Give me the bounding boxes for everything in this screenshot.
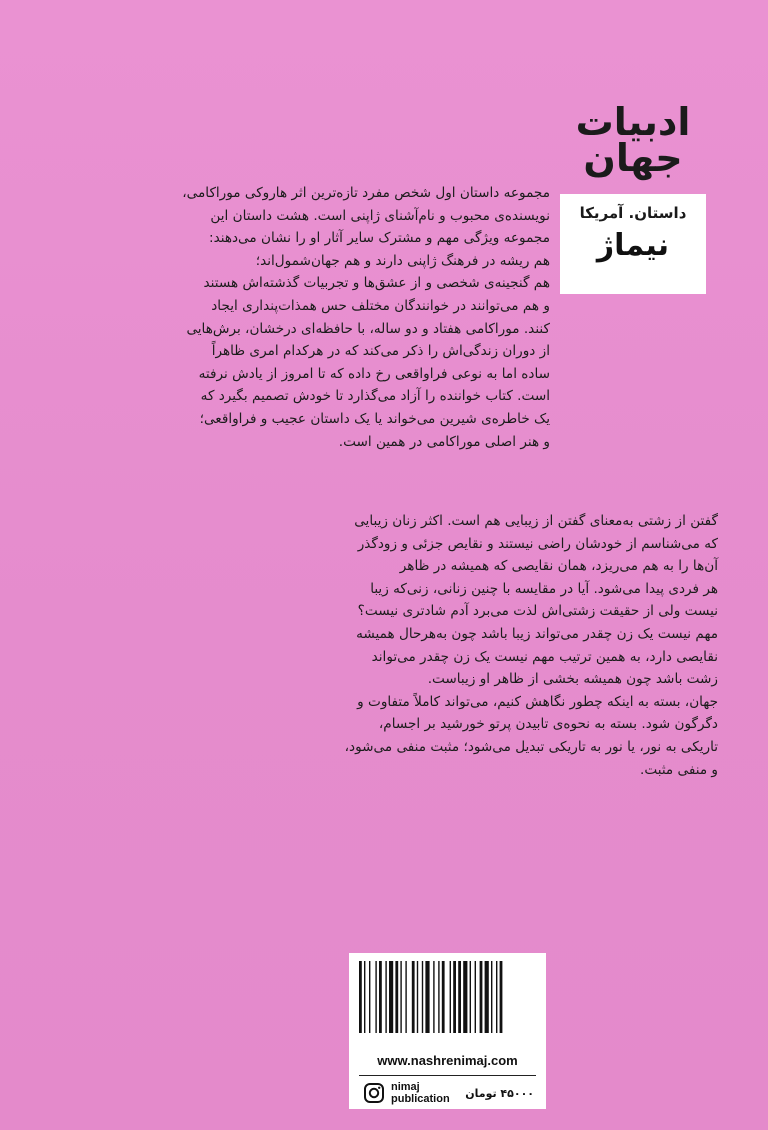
barcode-bar	[438, 961, 439, 1033]
barcode-bar	[485, 961, 489, 1033]
barcode-bar	[389, 961, 393, 1033]
barcode-bar	[491, 961, 492, 1033]
blurb-line: هم ریشه در فرهنگ ژاپنی دارند و هم جهان‌شمول‌اند؛	[255, 252, 550, 269]
blurb-line: و هم می‌توانند در خوانندگان مختلف حس همذات‌پنداری ایجاد	[211, 297, 550, 314]
barcode-bar	[450, 961, 451, 1033]
barcode-bar	[417, 961, 418, 1033]
blurb-line: هم گنجینه‌ی شخصی و از عشق‌ها و تجربیات گذشته‌اش هستند	[203, 275, 550, 292]
instagram-handle	[391, 1081, 450, 1105]
excerpt-line: زشت باشد چون همیشه بخشی از ظاهر او زیباست.	[427, 671, 718, 688]
barcode-bar	[463, 961, 467, 1033]
excerpt-line: هر فردی پیدا می‌شود. آیا در مقایسه با چنین زنانی، زنی‌که زیبا	[370, 580, 718, 597]
excerpt-line: آن‌ها را به هم می‌ریزد، همان نقایصی که همیشه در ظاهر	[399, 558, 718, 575]
barcode-bar	[375, 961, 376, 1033]
genre-label: داستان. آمریکا	[579, 204, 687, 222]
blurb-line: است. کتاب خواننده را آزاد می‌گذارد تا خودش تصمیم بگیرد که	[200, 388, 550, 405]
barcode-bar	[475, 961, 476, 1033]
barcode-bar	[500, 961, 503, 1033]
excerpt-line: گفتن از زشتی به‌معنای گفتن از زیبایی هم است. اکثر زنان زیبایی	[354, 513, 718, 529]
price-label: ۴۵۰۰۰ تومان	[465, 1087, 534, 1100]
barcode-bar	[496, 961, 497, 1033]
blurb-text	[182, 182, 550, 453]
blurb-line: نویسنده‌ی محبوب و نام‌آشنای ژاپنی است. هشت داستان این	[210, 207, 550, 224]
series-title	[560, 100, 706, 180]
excerpt-line: جهان، بسته به اینکه چطور نگاهش کنیم، می‌تواند کاملاً متفاوت و	[357, 693, 718, 710]
barcode-box	[349, 953, 546, 1109]
instagram-handle-line1: nimaj	[391, 1081, 420, 1093]
series-panel	[560, 100, 706, 294]
barcode-bar	[405, 961, 406, 1033]
barcode-bar	[480, 961, 483, 1033]
barcode-bar	[442, 961, 445, 1033]
instagram-icon	[363, 1082, 385, 1104]
barcode-bar	[433, 961, 434, 1033]
barcode-bar	[453, 961, 456, 1033]
barcode-bar	[425, 961, 429, 1033]
instagram-handle-line2: publication	[391, 1093, 450, 1105]
excerpt-line: و منفی مثبت.	[640, 761, 718, 778]
blurb-line: مجموعه ویژگی مهم و مشترک سایر آثار او را نشان می‌دهند:	[209, 230, 550, 247]
excerpt-text	[282, 510, 718, 781]
barcode-bar	[422, 961, 423, 1033]
series-title-line1: ادبیات	[575, 100, 691, 144]
excerpt-line: نقایصی دارد، به همین ترتیب مهم نیست یک زن چقدر می‌تواند	[371, 648, 718, 665]
publisher-logo-box	[560, 194, 706, 294]
barcode-bar	[412, 961, 415, 1033]
blurb-line: کنند. موراکامی هفتاد و دو ساله، با حافظه‌ای درخشان، برش‌هایی	[186, 320, 550, 337]
barcode-bar	[458, 961, 461, 1033]
barcode-bar	[364, 961, 365, 1033]
barcode	[357, 961, 538, 1037]
blurb-line: یک خاطره‌ی شیرین می‌خواند یا یک داستان عجیب و فراواقعی؛	[199, 410, 550, 427]
excerpt-line: نیست ولی از حقیقت زشتی‌اش لذت می‌برد آدم شادتری نیست؟	[357, 603, 718, 620]
excerpt-line: دگرگون شود. بسته به نحوه‌ی تابیدن پرتو خورشید بر اجسام،	[378, 716, 718, 733]
excerpt-line: مهم نیست یک زن چقدر می‌تواند زیبا باشد چون به‌هرحال همیشه	[356, 625, 718, 642]
excerpt-line: تاریکی به نور، یا نور به تاریکی تبدیل می‌شود؛ مثبت منفی می‌شود،	[344, 738, 718, 755]
blurb-line: ساده اما به نوعی فراواقعی رخ داده که تا امروز از یادش نرفته	[198, 365, 550, 382]
excerpt-line: که می‌شناسم از خودشان راضی نیستند و نقایص جزئی و زودگذر	[357, 535, 718, 552]
divider	[359, 1075, 536, 1076]
series-title-line2: جهان	[583, 136, 683, 180]
barcode-bar	[400, 961, 401, 1033]
barcode-bar	[379, 961, 382, 1033]
publisher-logo: نیماژ	[596, 228, 670, 263]
blurb-line: از دوران زندگی‌اش را ذکر می‌کند که در هرکدام امری ظاهراً	[211, 343, 550, 360]
publisher-website: www.nashrenimaj.com	[377, 1053, 518, 1068]
barcode-bar	[385, 961, 386, 1033]
blurb-line: و هنر اصلی موراکامی در همین است.	[338, 433, 550, 450]
blurb-line: مجموعه داستان اول شخص مفرد تازه‌ترین اثر هاروکی موراکامی،	[182, 185, 550, 201]
barcode-bar	[359, 961, 362, 1033]
barcode-bar	[395, 961, 398, 1033]
barcode-bar	[470, 961, 471, 1033]
barcode-bar	[369, 961, 370, 1033]
